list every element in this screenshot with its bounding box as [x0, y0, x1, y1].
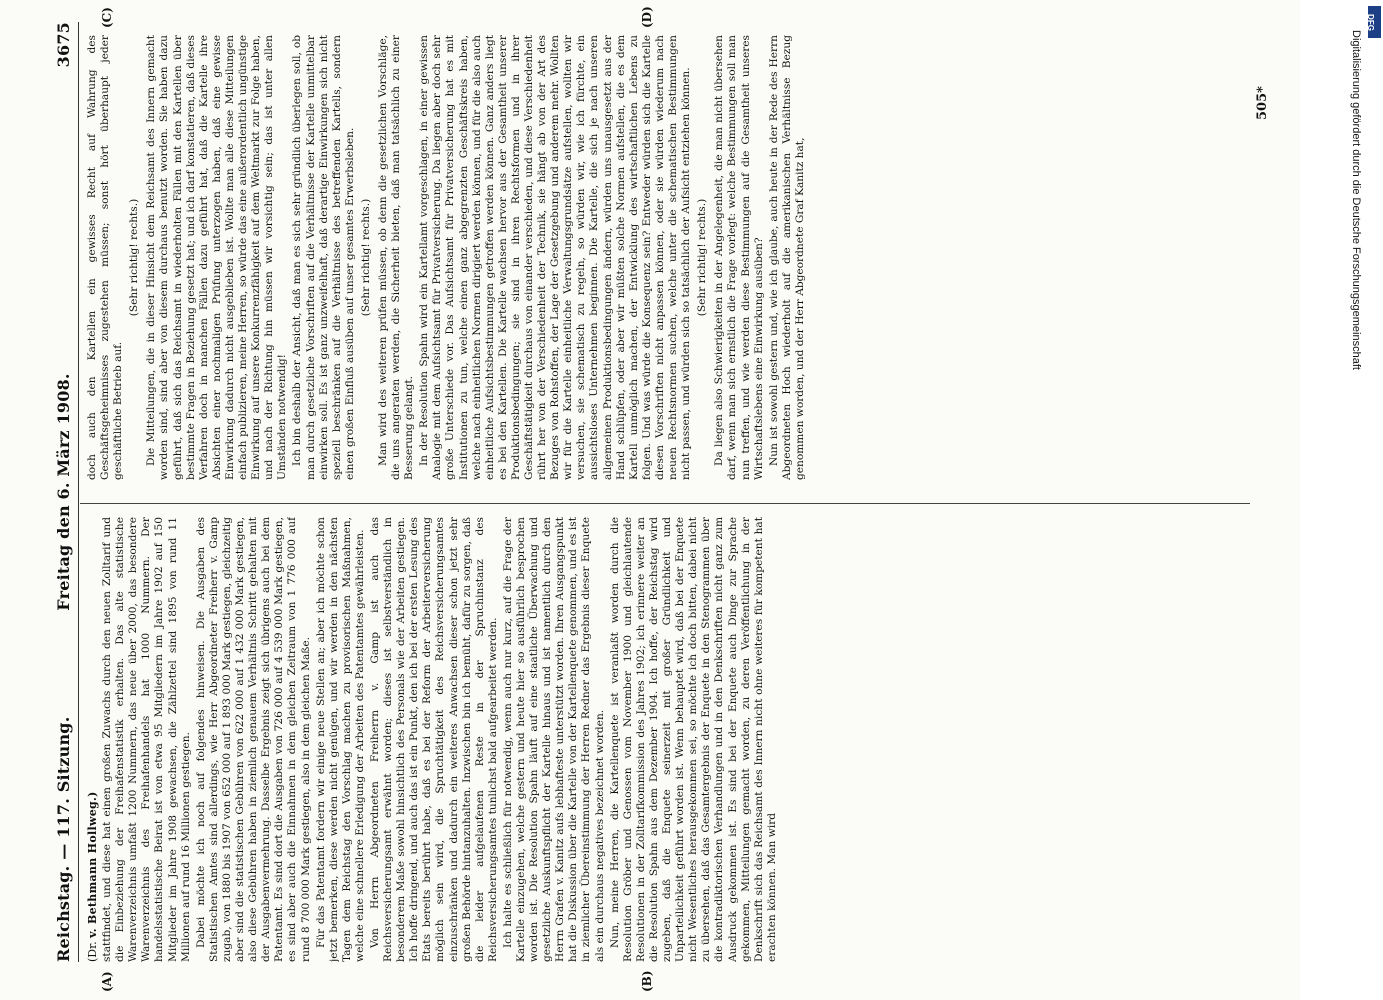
dfg-logo-text: DFG	[1365, 14, 1375, 31]
paragraph: Ich bin deshalb der Ansicht, daß man es sich sehr gründlich überlegen soll, ob man durch gesetzliche Vorschriften auf die Verhältnisse der Kartelle unmittelbar einwirken soll. Es ist ganz unzweifelhaft, daß derartige Einwirkungen sich nicht speziell beschränken auf die Verhältnisse des betreffenden Kartells, sondern einen großen Einfluß ausüben auf unser gesamtes Erwerbsleben.	[291, 35, 356, 480]
speaker-prefix: (Dr.	[86, 941, 99, 962]
paragraph: stattfindet, und diese hat einen großen Zuwachs durch den neuen Zolltarif und die Einbeziehung der Freihafenstatistik erhalten. Das alte statistische Warenverzeichnis umfaßt 1200 Nummern, das neue über 2000, das besondere Warenverzeichnis des Freihafenhandels hat 1000 Nummern. Der handelsstatistische Beirat ist von etwa 95 Mitgliedern im Jahre 1902 auf 150 Mitglieder im Jahre 1908 gewachsen, die Zählzettel sind 1895 von rund 11 Millionen auf rund 16 Millionen gestiegen.	[101, 517, 192, 962]
interjection: (Sehr richtig! rechts.)	[128, 198, 141, 317]
margin-marker-b: (B)	[640, 970, 654, 992]
footer-sheet-number: 505*	[1255, 86, 1270, 120]
header-session: Reichstag. — 117. Sitzung.	[54, 716, 73, 962]
margin-marker-a: (A)	[100, 971, 114, 992]
right-column	[86, 35, 1246, 480]
speaker-name: v. Bethmann Hollweg.)	[86, 791, 99, 938]
interjection: (Sehr richtig! rechts.)	[359, 198, 372, 317]
column-divider	[80, 503, 1250, 504]
paragraph: Die Mitteilungen, die in dieser Hinsicht dem Reichsamt des Innern gemacht worden sind, sind aber von diesem durchaus benutzt worden. Sie haben dazu geführt, daß sich das Reichsamt in wiederholten Fällen mit den Kartellen über bestimmte Fragen in Beziehung gesetzt hat; und ich darf konstatieren, daß dieses Verfahren doch in manchen Fällen dazu geführt hat, daß die Kartelle ihre Absichten einer nochmaligen Prüfung unterzogen haben, daß eine gewisse Einwirkung dadurch nicht ausgeblieben ist. Wollte man alle diese Mitteilungen einfach publizieren, meine Herren, so würde das eine außerordentlich ungünstige Einwirkung auf unsere Konkurrenzfähigkeit auf dem Weltmarkt zur Folge haben, und nach der Richtung hin müssen wir vorsichtig sein; das ist unter allen Umständen notwendig!	[145, 35, 289, 480]
paragraph: Nun ist sowohl gestern und, wie ich glaube, auch heute in der Rede des Herrn Abgeordneten Hoch wiederholt auf die amerikanischen Verhältnisse Bezug genommen worden, und der Herr Abgeordnete Graf Kanitz hat,	[767, 35, 806, 480]
header-page-number: 3675	[54, 22, 73, 68]
dfg-logo	[1365, 6, 1381, 38]
margin-marker-c: (C)	[100, 7, 114, 28]
paragraph: Dabei möchte ich noch auf folgendes hinweisen. Die Ausgaben des Statistischen Amtes sind allerdings, wie Herr Abgeordneter Freiherr v. Gamp zugab, von 1880 bis 1907 von 652 000 auf 1 893 000 Mark gestiegen, gleichzeitig aber sind die statistischen Gebühren von 622 000 auf 1 432 000 Mark gestiegen, also diese Gebühren haben in ziemlich genauem Verhältnis Schritt gehalten mit der Ausgabenvermehrung. Dasselbe Ergebnis zeigt sich übrigens auch bei dem Patentamt. Es sind dort die Ausgaben von 726 000 auf 4 539 000 Mark gestiegen, es sind aber auch die Einnahmen in dem gleichen Zeitraum von 1 776 000 auf rund 8 700 000 Mark gestiegen, also in dem gleichen Maße.	[194, 517, 312, 962]
header-date: Freitag den 6. März 1908.	[54, 373, 73, 611]
header-rule	[78, 22, 79, 962]
paragraph: Nun, meine Herren, die Kartellenquete ist veranlaßt worden durch die Resolution Gröber und Genossen vom November 1900 und gleichlautende Resolutionen in der Zolltarifkommission des Jahres 1902; ich erinnere weiter an die Resolution Spahn aus dem Dezember 1904. Ich hoffe, der Reichstag wird zugeben, daß die Enquete seinerzeit mit großer Gründlichkeit und Unparteilichkeit geführt worden ist. Wenn behauptet wird, daß bei der Enquete nicht Wesentliches herausgekommen sei, so möchte ich doch bitten, dabei nicht zu übersehen, daß das Gesamtergebnis der Enquete in den Stenogrammen über die kontradiktorischen Verhandlungen und in den Denkschriften nicht ganz zum Ausdruck gekommen ist. Es sind bei der Enquete auch Dinge zur Sprache gekommen, Mitteilungen gemacht worden, zu deren Veröffentlichung in der Denkschrift sich das Reichsamt des Innern nicht ohne weiteres für kompetent hat erachten können. Man wird	[608, 517, 778, 962]
paragraph: doch auch den Kartellen ein gewisses Recht auf Wahrung des Geschäftsgeheimnisses zugestehen müssen; sonst hört überhaupt jeder geschäftliche Betrieb auf.	[86, 35, 125, 480]
paragraph: In der Resolution Spahn wird ein Kartellamt vorgeschlagen, in einer gewissen Analogie mit dem Aufsichtsamt für Privatversicherung. Da liegen aber doch sehr große Unterschiede vor. Das Aufsichtsamt für Privatversicherung hat es mit Institutionen zu tun, welche einen ganz abgegrenzten Geschäftskreis haben, welche nach einheitlichen Normen dirigiert werden können, und für die also auch einheitliche Aufsichtsbestimmungen getroffen werden können. Ganz anders liegt es bei den Kartellen. Die Kartelle wachsen hervor aus der Gesamtheit unserer Produktionsbedingungen; sie sind in ihren Rechtsformen und in ihrer Geschäftstätigkeit durchaus von einander verschieden, und diese Verschiedenheit rührt her von der Verschiedenheit der Technik, sie hängt ab von der Art des Bezuges von Rohstoffen, der Lage der Gesetzgebung und anderem mehr. Wollten wir für die Kartelle einheitliche Verwaltungsgrundsätze aufstellen, wollten wir versuchen, sie schematisch zu regeln, so würden wir, wie ich fürchte, ein aussichtsloses Unternehmen beginnen. Die Kartelle, die sich je nach unseren allgemeinen Produktionsbedingungen ändern, würden uns unausgesetzt aus der Hand schlüpfen, oder aber wir müßten solche Normen aufstellen, die es dem Kartell unmöglich machen, der Entwicklung des wirtschaftlichen Lebens zu folgen. Und was würde die Konsequenz sein? Entweder würden sich die Kartelle diesen Vorschriften nicht anpassen können, oder sie würden wiederum nach neuen Rechtsnormen suchen, welche unter die schematischen Bestimmungen nicht passen, und würden sich so tatsächlich der Aufsicht entziehen können.	[418, 35, 693, 480]
paragraph: Für das Patentamt fordern wir einige neue Stellen an; aber ich möchte schon jetzt bemerken, diese werden nicht genügen, und wir werden in den nächsten Tagen dem Reichstag den Vorschlag machen zu provisorischen Maßnahmen, welche eine schnellere Erledigung der Arbeiten des Patentamtes gewährleisten.	[314, 517, 366, 962]
paragraph: Man wird des weiteren prüfen müssen, ob denn die gesetzlichen Vorschläge, die uns angeraten werden, die Sicherheit bieten, daß man tatsächlich zu einer Besserung gelangt.	[376, 35, 416, 480]
paragraph: Da liegen also Schwierigkeiten in der Angelegenheit, die man nicht übersehen darf, wenn man sich ernstlich die Frage vorlegt: welche Bestimmungen soll man nun treffen, und wie werden diese Bestimmungen auf die Gesamtheit unseres Wirtschaftslebens eine Einwirkung ausüben?	[713, 35, 765, 480]
paragraph: Ich halte es schließlich für notwendig, wenn auch nur kurz, auf die Frage der Kartelle einzugehen, welche gestern und heute hier so ausführlich besprochen worden ist. Die Resolution Spahn läuft auf eine staatliche Überwachung und gesetzliche Auskunftspflicht der Kartelle hinaus und ist namentlich durch den Herrn Grafen v. Kanitz aufs lebhafteste unterstützt worden. Ihren Ausgangspunkt hat die Diskussion über die Kartelle von der Kartellenquete genommen, und es ist in ziemlicher Übereinstimmung der Herren Redner das Ergebnis dieser Enquete als ein durchaus negatives bezeichnet worden.	[501, 517, 606, 962]
page-header	[54, 22, 76, 962]
paragraph: Von Herrn Abgeordneten Freiherrn v. Gamp ist auch das Reichsversicherungsamt erwähnt worden; dieses ist selbstverständlich in besonderem Maße sowohl hinsichtlich des Personals wie der Arbeiten gestiegen. Ich hoffe dringend, und auch das ist ein Punkt, den ich bei der ersten Lesung des Etats bereits berührt habe, daß es bei der Reform der Arbeiterversicherung möglich sein wird, die Spruchtätigkeit des Reichsversicherungsamtes einzuschränken und dadurch ein weiteres Anwachsen dieser schon jetzt sehr großen Behörde hintanzuhalten. Inzwischen bin ich bemüht, dafür zu sorgen, daß die leider aufgelaufenen Reste in der Spruchinstanz des Reichsversicherungsamtes tunlichst bald aufgearbeitet werden.	[368, 517, 499, 962]
interjection: (Sehr richtig! rechts.)	[696, 198, 709, 317]
left-column	[86, 517, 1246, 962]
margin-marker-d: (D)	[640, 6, 654, 28]
speaker-line	[86, 517, 99, 962]
digitization-credit: Digitalisierung gefördert durch die Deutsche Forschungsgemeinschaft	[1350, 30, 1362, 370]
